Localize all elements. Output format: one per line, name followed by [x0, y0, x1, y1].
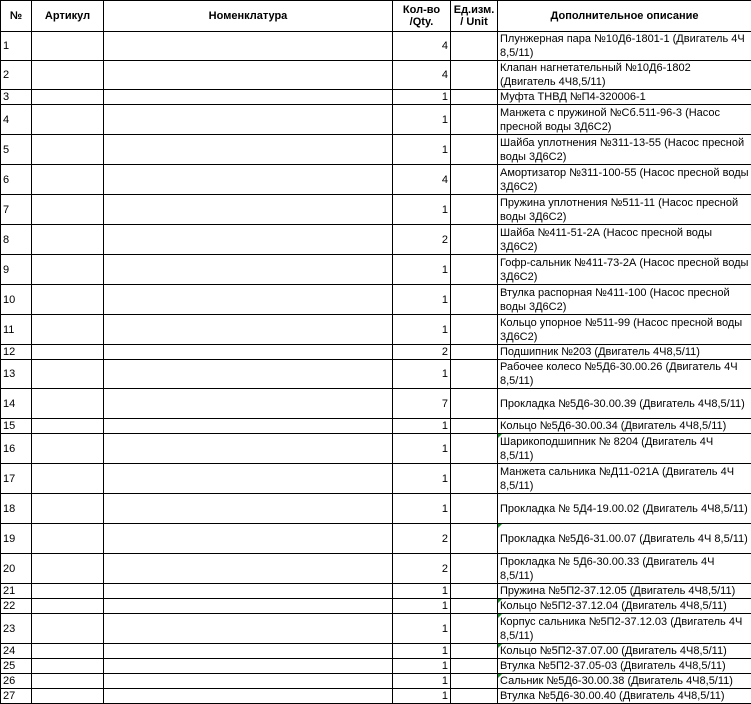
- cell-unit[interactable]: [451, 225, 498, 255]
- table-row: [1, 105, 751, 135]
- cell-unit[interactable]: [451, 360, 498, 389]
- cell-nomenclature[interactable]: [104, 554, 393, 584]
- cell-nomenclature[interactable]: [104, 689, 393, 704]
- table-row: [1, 165, 751, 195]
- cell-article[interactable]: [32, 494, 104, 524]
- cell-unit[interactable]: [451, 674, 498, 689]
- cell-description[interactable]: Втулка №5Д6-30.00.40 (Двигатель 4Ч8,5/11): [498, 689, 751, 704]
- cell-num[interactable]: 24: [1, 644, 32, 659]
- table-row: [1, 255, 751, 285]
- cell-unit[interactable]: [451, 419, 498, 434]
- cell-article[interactable]: [32, 659, 104, 674]
- cell-description[interactable]: Прокладка №5Д6-30.00.39 (Двигатель 4Ч8,5/11): [498, 389, 751, 419]
- cell-qty[interactable]: 1: [393, 689, 451, 704]
- cell-article[interactable]: [32, 360, 104, 389]
- cell-nomenclature[interactable]: [104, 255, 393, 285]
- cell-qty[interactable]: 1: [393, 494, 451, 524]
- cell-num[interactable]: 25: [1, 659, 32, 674]
- cell-nomenclature[interactable]: [104, 315, 393, 345]
- cell-unit[interactable]: [451, 554, 498, 584]
- cell-article[interactable]: [32, 419, 104, 434]
- table-row: [1, 644, 751, 659]
- cell-description[interactable]: Шарикоподшипник № 8204 (Двигатель 4Ч 8,5/11): [498, 434, 751, 464]
- cell-num[interactable]: 19: [1, 524, 32, 554]
- cell-num[interactable]: 13: [1, 360, 32, 389]
- cell-qty[interactable]: 1: [393, 195, 451, 225]
- cell-article[interactable]: [32, 195, 104, 225]
- cell-num[interactable]: 16: [1, 434, 32, 464]
- cell-nomenclature[interactable]: [104, 419, 393, 434]
- cell-unit[interactable]: [451, 494, 498, 524]
- cell-qty[interactable]: 4: [393, 165, 451, 195]
- cell-article[interactable]: [32, 584, 104, 599]
- table-row: [1, 360, 751, 389]
- cell-num[interactable]: 6: [1, 165, 32, 195]
- table-row: [1, 614, 751, 644]
- cell-num[interactable]: 2: [1, 61, 32, 90]
- cell-nomenclature[interactable]: [104, 225, 393, 255]
- cell-article[interactable]: [32, 554, 104, 584]
- cell-qty[interactable]: 1: [393, 434, 451, 464]
- cell-description[interactable]: Корпус сальника №5П2-37.12.03 (Двигатель 4Ч 8,5/11): [498, 614, 751, 644]
- cell-unit[interactable]: [451, 524, 498, 554]
- cell-num[interactable]: 12: [1, 345, 32, 360]
- cell-qty[interactable]: 7: [393, 389, 451, 419]
- table-row: [1, 32, 751, 61]
- table-row: [1, 689, 751, 704]
- cell-num[interactable]: 8: [1, 225, 32, 255]
- header-row: [1, 1, 751, 32]
- cell-description[interactable]: Гофр-сальник №411-73-2А (Насос пресной воды 3Д6С2): [498, 255, 751, 285]
- cell-num[interactable]: 23: [1, 614, 32, 644]
- cell-description[interactable]: Амортизатор №311-100-55 (Насос пресной воды 3Д6С2): [498, 165, 751, 195]
- table-row: [1, 345, 751, 360]
- header-description[interactable]: Дополнительное описание: [498, 1, 751, 32]
- cell-description[interactable]: Шайба №411-51-2А (Насос пресной воды 3Д6С2): [498, 225, 751, 255]
- header-num[interactable]: №: [1, 1, 32, 32]
- cell-num[interactable]: 9: [1, 255, 32, 285]
- cell-nomenclature[interactable]: [104, 165, 393, 195]
- cell-description[interactable]: Прокладка № 5Д4-19.00.02 (Двигатель 4Ч8,5/11): [498, 494, 751, 524]
- cell-article[interactable]: [32, 285, 104, 315]
- cell-qty[interactable]: 1: [393, 135, 451, 165]
- cell-article[interactable]: [32, 389, 104, 419]
- cell-article[interactable]: [32, 345, 104, 360]
- cell-nomenclature[interactable]: [104, 434, 393, 464]
- cell-num[interactable]: 5: [1, 135, 32, 165]
- table-row: [1, 659, 751, 674]
- cell-nomenclature[interactable]: [104, 90, 393, 105]
- table-row: [1, 315, 751, 345]
- cell-article[interactable]: [32, 135, 104, 165]
- table-row: [1, 389, 751, 419]
- cell-qty[interactable]: 1: [393, 90, 451, 105]
- cell-qty[interactable]: 2: [393, 345, 451, 360]
- cell-description[interactable]: Клапан нагнетательный №10Д6-1802 (Двигатель 4Ч8,5/11): [498, 61, 751, 90]
- table-row: [1, 599, 751, 614]
- cell-num[interactable]: 27: [1, 689, 32, 704]
- cell-qty[interactable]: 1: [393, 674, 451, 689]
- cell-nomenclature[interactable]: [104, 614, 393, 644]
- table-row: [1, 554, 751, 584]
- cell-num[interactable]: 14: [1, 389, 32, 419]
- cell-description[interactable]: Пружина уплотнения №511-11 (Насос пресной воды 3Д6С2): [498, 195, 751, 225]
- cell-qty[interactable]: 1: [393, 584, 451, 599]
- cell-nomenclature[interactable]: [104, 674, 393, 689]
- cell-num[interactable]: 3: [1, 90, 32, 105]
- table-row: [1, 195, 751, 225]
- cell-unit[interactable]: [451, 61, 498, 90]
- cell-unit[interactable]: [451, 255, 498, 285]
- cell-qty[interactable]: 1: [393, 285, 451, 315]
- cell-nomenclature[interactable]: [104, 659, 393, 674]
- cell-nomenclature[interactable]: [104, 32, 393, 61]
- cell-description[interactable]: Прокладка № 5Д6-30.00.33 (Двигатель 4Ч 8,5/11): [498, 554, 751, 584]
- cell-num[interactable]: 21: [1, 584, 32, 599]
- table-row: [1, 674, 751, 689]
- cell-qty[interactable]: 2: [393, 524, 451, 554]
- cell-unit[interactable]: [451, 434, 498, 464]
- cell-article[interactable]: [32, 689, 104, 704]
- table-row: [1, 464, 751, 494]
- cell-article[interactable]: [32, 165, 104, 195]
- cell-nomenclature[interactable]: [104, 105, 393, 135]
- cell-unit[interactable]: [451, 315, 498, 345]
- cell-nomenclature[interactable]: [104, 584, 393, 599]
- cell-num[interactable]: 4: [1, 105, 32, 135]
- cell-num[interactable]: 18: [1, 494, 32, 524]
- table-row: [1, 494, 751, 524]
- cell-article[interactable]: [32, 464, 104, 494]
- cell-qty[interactable]: 1: [393, 419, 451, 434]
- cell-qty[interactable]: 1: [393, 105, 451, 135]
- cell-description[interactable]: Втулка №5П2-37.05-03 (Двигатель 4Ч8,5/11): [498, 659, 751, 674]
- cell-description[interactable]: Кольцо упорное №511-99 (Насос пресной воды 3Д6С2): [498, 315, 751, 345]
- header-article[interactable]: Артикул: [32, 1, 104, 32]
- cell-article[interactable]: [32, 599, 104, 614]
- cell-unit[interactable]: [451, 464, 498, 494]
- table-row: [1, 524, 751, 554]
- cell-nomenclature[interactable]: [104, 524, 393, 554]
- cell-unit[interactable]: [451, 105, 498, 135]
- header-unit[interactable]: Ед.изм. / Unit: [451, 1, 498, 32]
- cell-qty[interactable]: 1: [393, 659, 451, 674]
- cell-unit[interactable]: [451, 614, 498, 644]
- cell-qty[interactable]: 4: [393, 32, 451, 61]
- cell-description[interactable]: Шайба уплотнения №311-13-55 (Насос пресной воды 3Д6С2): [498, 135, 751, 165]
- cell-qty[interactable]: 1: [393, 255, 451, 285]
- cell-description[interactable]: Сальник №5Д6-30.00.38 (Двигатель 4Ч8,5/11): [498, 674, 751, 689]
- header-qty[interactable]: Кол-во /Qty.: [393, 1, 451, 32]
- cell-article[interactable]: [32, 255, 104, 285]
- cell-nomenclature[interactable]: [104, 195, 393, 225]
- cell-article[interactable]: [32, 434, 104, 464]
- cell-nomenclature[interactable]: [104, 464, 393, 494]
- cell-unit[interactable]: [451, 689, 498, 704]
- cell-unit[interactable]: [451, 345, 498, 360]
- table-row: [1, 61, 751, 90]
- table-row: [1, 225, 751, 255]
- cell-unit[interactable]: [451, 389, 498, 419]
- cell-unit[interactable]: [451, 195, 498, 225]
- table-row: [1, 135, 751, 165]
- cell-nomenclature[interactable]: [104, 494, 393, 524]
- table-row: [1, 419, 751, 434]
- cell-qty[interactable]: 1: [393, 614, 451, 644]
- cell-article[interactable]: [32, 674, 104, 689]
- cell-nomenclature[interactable]: [104, 599, 393, 614]
- cell-article[interactable]: [32, 61, 104, 90]
- cell-article[interactable]: [32, 644, 104, 659]
- cell-description[interactable]: Кольцо №5Д6-30.00.34 (Двигатель 4Ч8,5/11): [498, 419, 751, 434]
- table-row: [1, 90, 751, 105]
- cell-qty[interactable]: 1: [393, 644, 451, 659]
- cell-unit[interactable]: [451, 659, 498, 674]
- cell-unit[interactable]: [451, 90, 498, 105]
- table-row: [1, 285, 751, 315]
- table-row: [1, 434, 751, 464]
- cell-unit[interactable]: [451, 165, 498, 195]
- cell-num[interactable]: 22: [1, 599, 32, 614]
- cell-nomenclature[interactable]: [104, 135, 393, 165]
- cell-description[interactable]: Рабочее колесо №5Д6-30.00.26 (Двигатель 4Ч 8,5/11): [498, 360, 751, 389]
- cell-num[interactable]: 15: [1, 419, 32, 434]
- cell-unit[interactable]: [451, 32, 498, 61]
- cell-description[interactable]: Муфта ТНВД №П4-320006-1: [498, 90, 751, 105]
- cell-article[interactable]: [32, 315, 104, 345]
- cell-description[interactable]: Манжета с пружиной №Сб.511-96-3 (Насос пресной воды 3Д6С2): [498, 105, 751, 135]
- cell-article[interactable]: [32, 614, 104, 644]
- cell-description[interactable]: Плунжерная пара №10Д6-1801-1 (Двигатель 4Ч 8,5/11): [498, 32, 751, 61]
- cell-nomenclature[interactable]: [104, 61, 393, 90]
- cell-unit[interactable]: [451, 135, 498, 165]
- cell-description[interactable]: Втулка распорная №411-100 (Насос пресной воды 3Д6С2): [498, 285, 751, 315]
- cell-nomenclature[interactable]: [104, 644, 393, 659]
- cell-num[interactable]: 10: [1, 285, 32, 315]
- cell-qty[interactable]: 1: [393, 464, 451, 494]
- cell-unit[interactable]: [451, 285, 498, 315]
- cell-qty[interactable]: 2: [393, 554, 451, 584]
- cell-description[interactable]: Подшипник №203 (Двигатель 4Ч8,5/11): [498, 345, 751, 360]
- cell-nomenclature[interactable]: [104, 285, 393, 315]
- cell-qty[interactable]: 4: [393, 61, 451, 90]
- cell-qty[interactable]: 1: [393, 599, 451, 614]
- cell-article[interactable]: [32, 524, 104, 554]
- cell-description[interactable]: Прокладка №5Д6-31.00.07 (Двигатель 4Ч 8,5/11): [498, 524, 751, 554]
- cell-num[interactable]: 1: [1, 32, 32, 61]
- cell-num[interactable]: 11: [1, 315, 32, 345]
- cell-unit[interactable]: [451, 584, 498, 599]
- cell-description[interactable]: Кольцо №5П2-37.12.04 (Двигатель 4Ч8,5/11): [498, 599, 751, 614]
- cell-description[interactable]: Пружина №5П2-37.12.05 (Двигатель 4Ч8,5/11): [498, 584, 751, 599]
- table-row: [1, 584, 751, 599]
- cell-unit[interactable]: [451, 644, 498, 659]
- cell-qty[interactable]: 1: [393, 315, 451, 345]
- cell-num[interactable]: 7: [1, 195, 32, 225]
- cell-article[interactable]: [32, 32, 104, 61]
- cell-description[interactable]: Кольцо №5П2-37.07.00 (Двигатель 4Ч8,5/11): [498, 644, 751, 659]
- cell-num[interactable]: 26: [1, 674, 32, 689]
- cell-article[interactable]: [32, 90, 104, 105]
- cell-article[interactable]: [32, 225, 104, 255]
- cell-nomenclature[interactable]: [104, 389, 393, 419]
- cell-description[interactable]: Манжета сальника №Д11-021А (Двигатель 4Ч 8,5/11): [498, 464, 751, 494]
- cell-nomenclature[interactable]: [104, 360, 393, 389]
- cell-num[interactable]: 17: [1, 464, 32, 494]
- cell-article[interactable]: [32, 105, 104, 135]
- cell-qty[interactable]: 2: [393, 225, 451, 255]
- cell-qty[interactable]: 1: [393, 360, 451, 389]
- cell-unit[interactable]: [451, 599, 498, 614]
- header-nomenclature[interactable]: Номенклатура: [104, 1, 393, 32]
- cell-nomenclature[interactable]: [104, 345, 393, 360]
- cell-num[interactable]: 20: [1, 554, 32, 584]
